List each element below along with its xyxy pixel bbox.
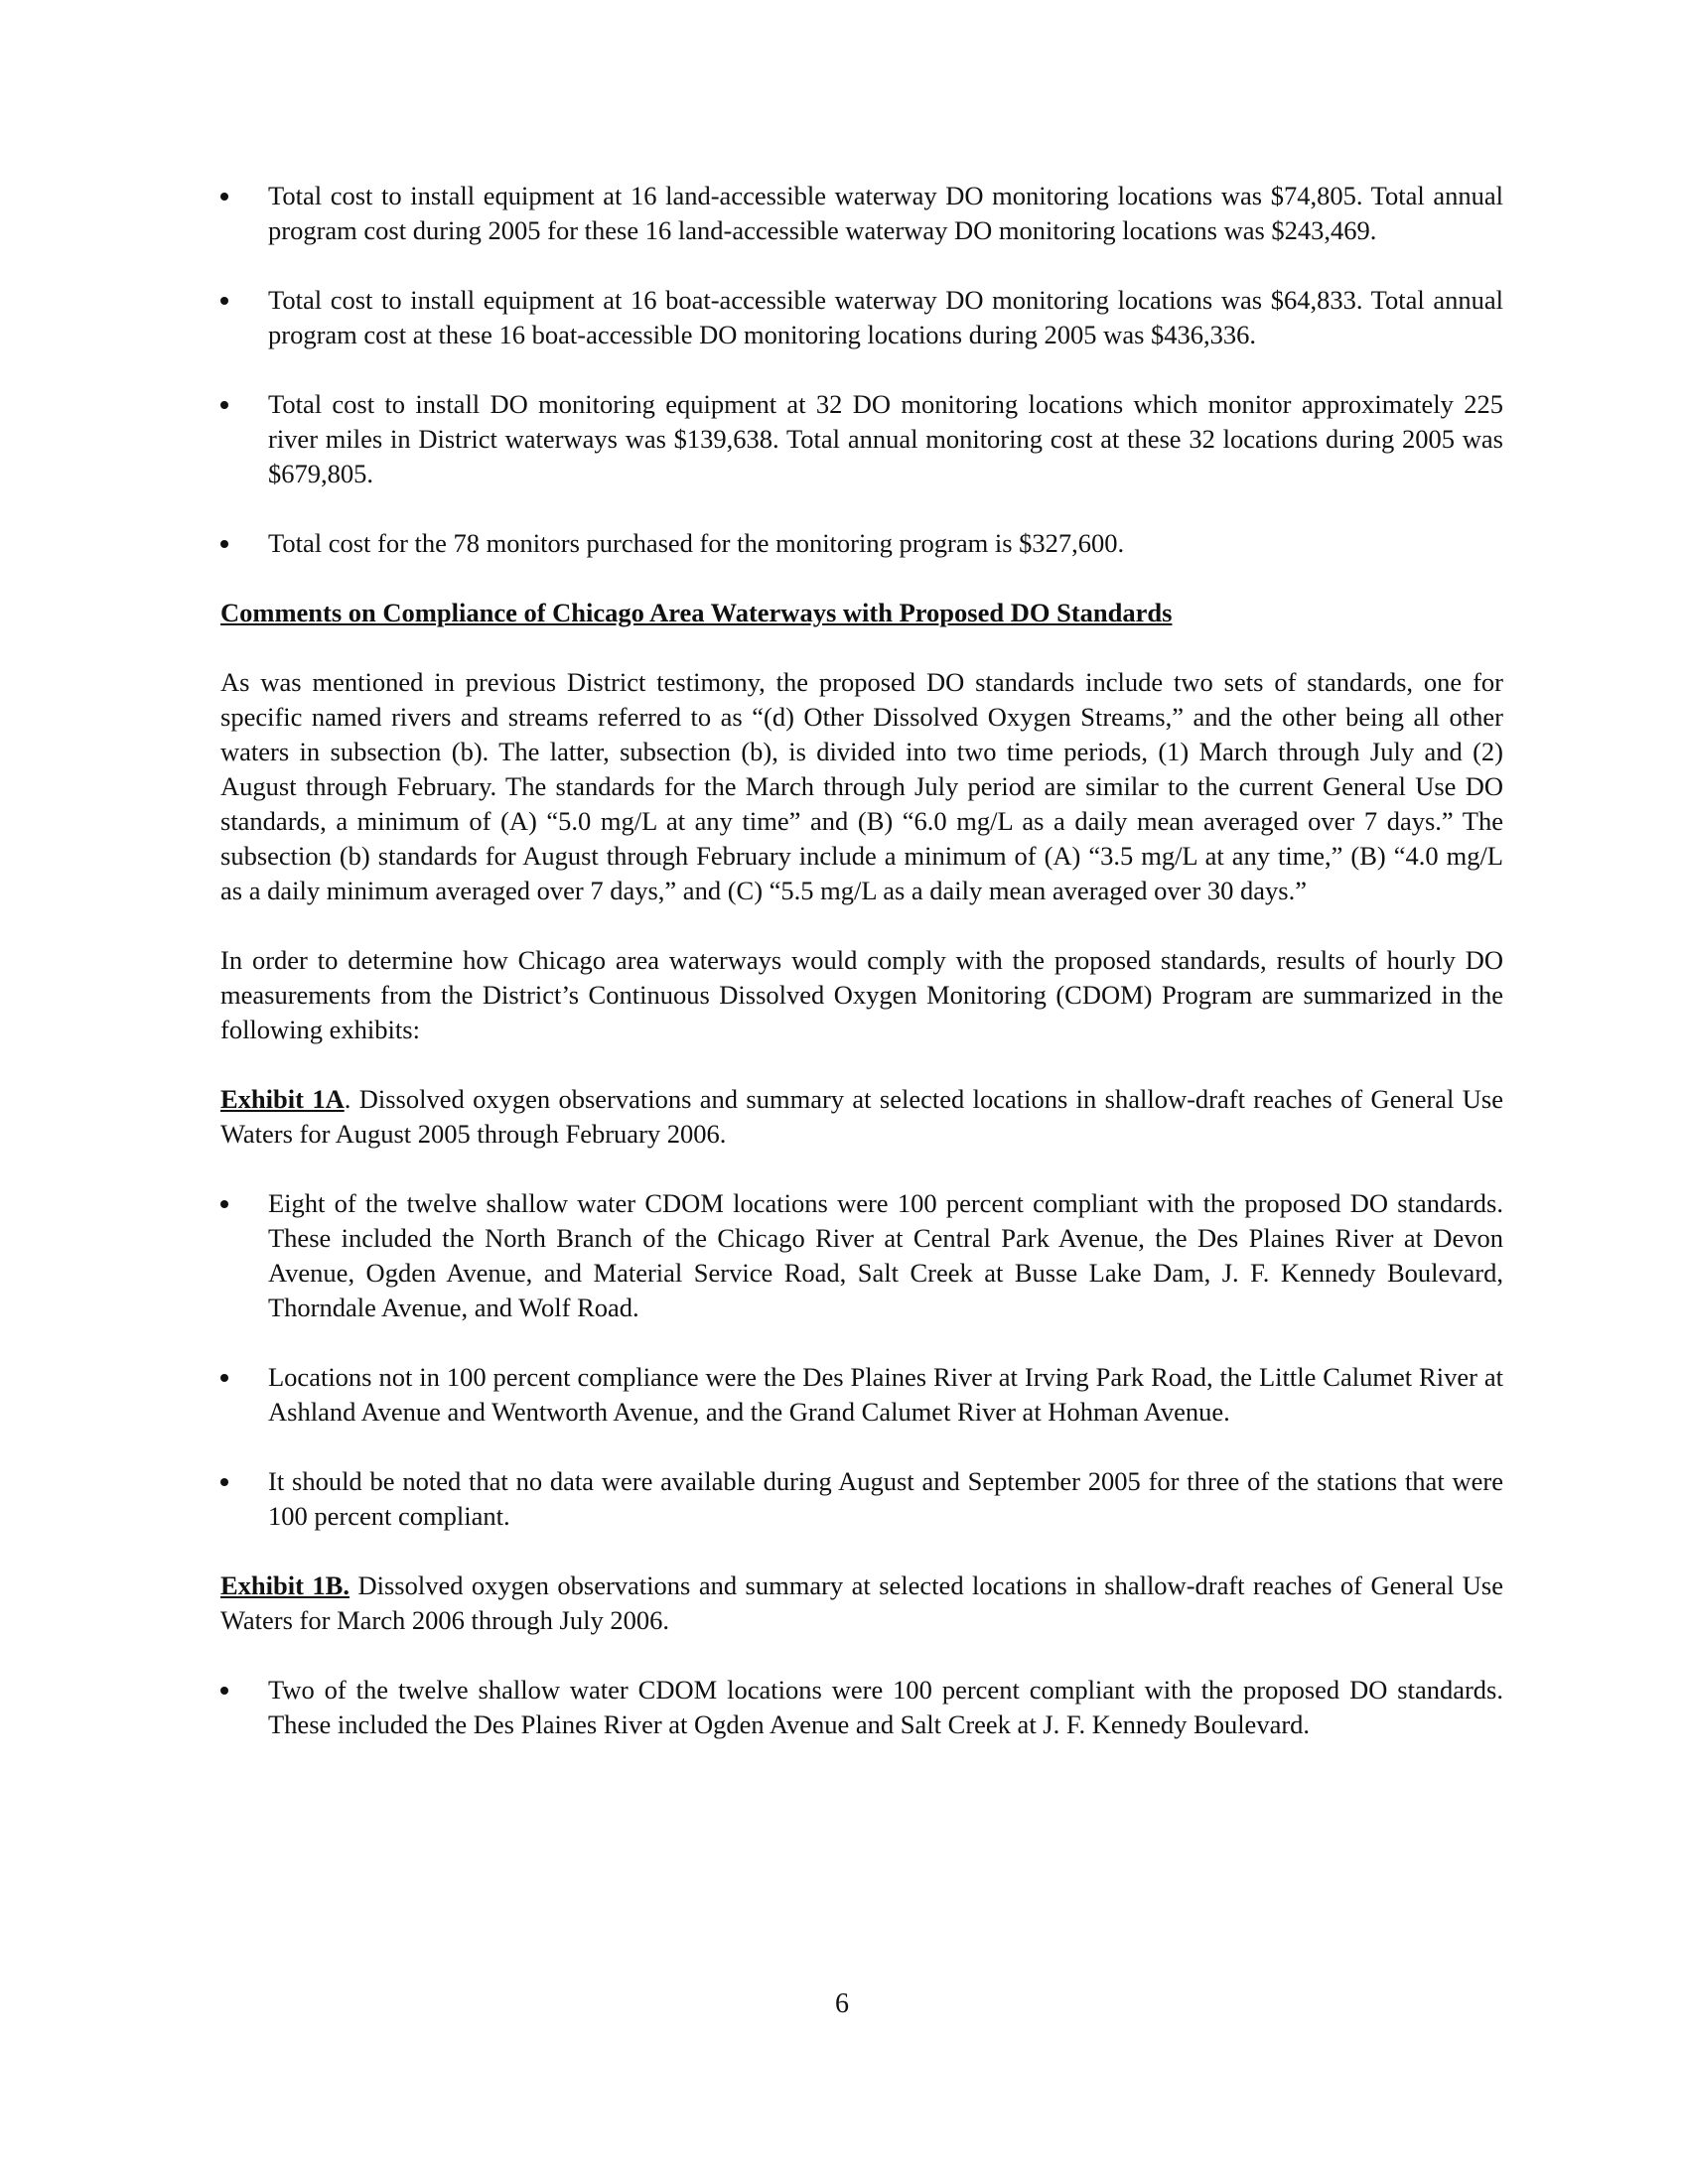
exhibit-1b-text: Dissolved oxygen observations and summary at selected locations in shallow-draft reaches of General Use Waters for March 2006 through July 2006. <box>220 1570 1503 1635</box>
bullet-text: Total cost to install equipment at 16 land-accessible waterway DO monitoring locations was $74,805. Total annual program cost during 2005 for these 16 land-accessible waterway DO monitoring locations was $243,469. <box>268 181 1503 245</box>
exhibit-1a-bullet-note <box>220 1464 1503 1534</box>
bullet-icon <box>220 540 228 548</box>
exhibit-1a-text: . Dissolved oxygen observations and summary at selected locations in shallow-draft reaches of General Use Waters for August 2005 through February 2006. <box>220 1084 1503 1149</box>
bullet-icon <box>220 1200 228 1208</box>
bullet-icon <box>220 1374 228 1382</box>
exhibit-1a-label: Exhibit 1A <box>220 1084 345 1114</box>
body-paragraph-standards: As was mentioned in previous District testimony, the proposed DO standards include two sets of standards, one for specific named rivers and streams referred to as “(d) Other Dissolved Oxygen Streams,” and the other being all other waters in subsection (b). The latter, subsection (b), is divided into two time periods, (1) March through July and (2) August through February. The standards for the March through July period are similar to the current General Use DO standards, a minimum of (A) “5.0 mg/L at any time” and (B) “6.0 mg/L as a daily mean averaged over 7 days.” The subsection (b) standards for August through February include a minimum of (A) “3.5 mg/L at any time,” (B) “4.0 mg/L as a daily minimum averaged over 7 days,” and (C) “5.5 mg/L as a daily mean averaged over 30 days.” <box>220 667 1503 905</box>
page-number: 6 <box>835 1988 849 2019</box>
document-page <box>220 179 1503 1777</box>
exhibit-1a-caption <box>220 1082 1503 1152</box>
bullet-icon <box>220 297 228 305</box>
bullet-text: Total cost to install equipment at 16 boat-accessible waterway DO monitoring locations was $64,833. Total annual program cost at these 16 boat-accessible DO monitoring locations during 2005 was $436,336. <box>268 285 1503 349</box>
cost-bullet-total-locations <box>220 387 1503 491</box>
bullet-text: It should be noted that no data were available during August and September 2005 for three of the stations that were 100 percent compliant. <box>268 1466 1503 1531</box>
exhibit-1a-bullet-compliant <box>220 1186 1503 1325</box>
bullet-text: Eight of the twelve shallow water CDOM locations were 100 percent compliant with the proposed DO standards. These included the North Branch of the Chicago River at Central Park Avenue, the Des Plaines River at Devon Avenue, Ogden Avenue, and Material Service Road, Salt Creek at Busse Lake Dam, J. F. Kennedy Boulevard, Thorndale Avenue, and Wolf Road. <box>268 1188 1503 1322</box>
bullet-text: Two of the twelve shallow water CDOM locations were 100 percent compliant with the proposed DO standards. These included the Des Plaines River at Ogden Avenue and Salt Creek at J. F. Kennedy Boulevard. <box>268 1675 1503 1739</box>
cost-bullet-boat <box>220 283 1503 352</box>
bullet-text: Total cost to install DO monitoring equipment at 32 DO monitoring locations which monitor approximately 225 river miles in District waterways was $139,638. Total annual monitoring cost at these 32 locations during 2005 was $679,805. <box>268 389 1503 488</box>
bullet-text: Total cost for the 78 monitors purchased for the monitoring program is $327,600. <box>268 528 1125 558</box>
exhibit-1b-bullet-compliant <box>220 1673 1503 1742</box>
exhibit-1b-caption <box>220 1569 1503 1638</box>
section-heading: Comments on Compliance of Chicago Area Waterways with Proposed DO Standards <box>220 598 1173 627</box>
bullet-icon <box>220 193 228 201</box>
bullet-icon <box>220 401 228 409</box>
exhibit-1a-bullet-noncompliant <box>220 1360 1503 1430</box>
exhibit-1b-label: Exhibit 1B. <box>220 1570 350 1600</box>
cost-bullet-monitors <box>220 526 1503 561</box>
bullet-text: Locations not in 100 percent compliance were the Des Plaines River at Irving Park Road, the Little Calumet River at Ashland Avenue and Wentworth Avenue, and the Grand Calumet River at Hohman Avenue. <box>268 1362 1503 1427</box>
body-paragraph-exhibits-intro: In order to determine how Chicago area waterways would comply with the proposed standards, results of hourly DO measurements from the District’s Continuous Dissolved Oxygen Monitoring (CDOM) Program are summarized in the following exhibits: <box>220 945 1503 1044</box>
bullet-icon <box>220 1478 228 1486</box>
cost-bullet-land <box>220 179 1503 248</box>
bullet-icon <box>220 1687 228 1695</box>
